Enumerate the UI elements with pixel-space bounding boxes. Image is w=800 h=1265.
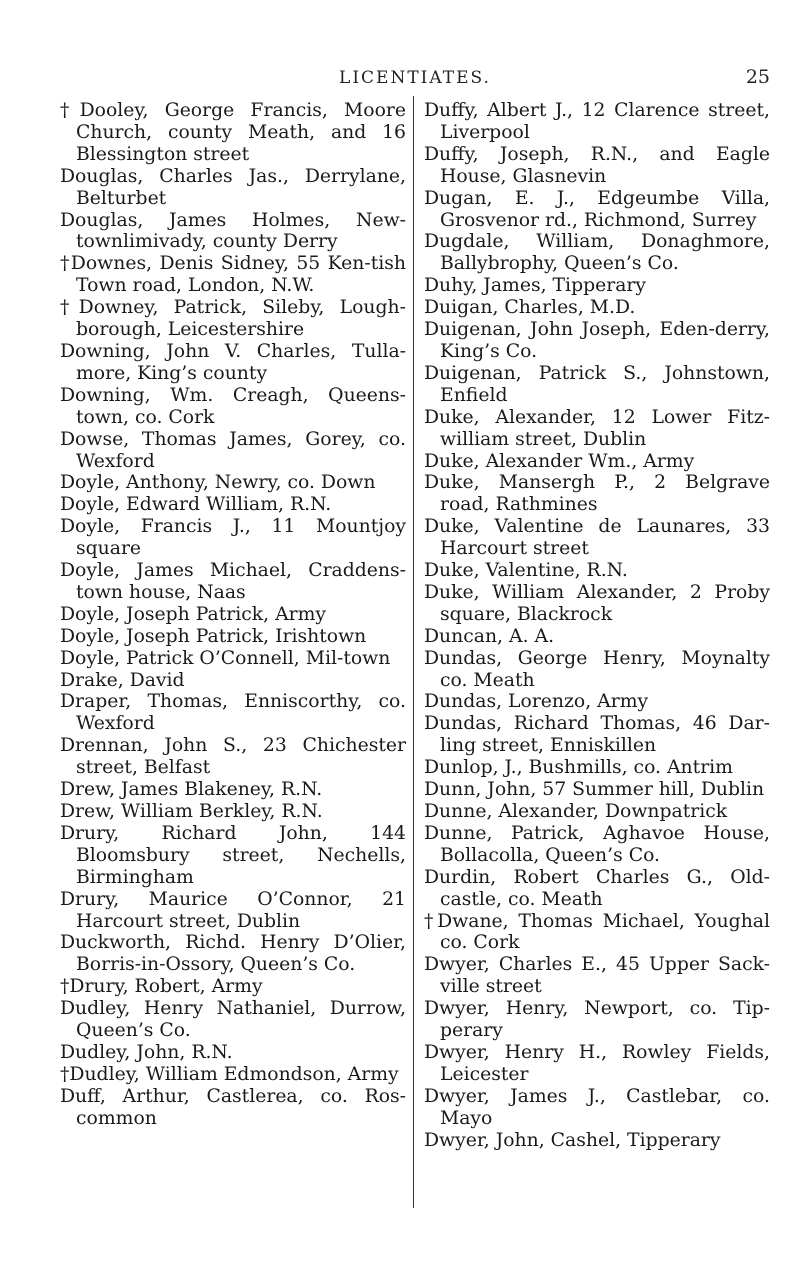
directory-entry: Dudley, John, R.N. [60, 1041, 233, 1063]
directory-entry: Downing, John V. Charles, Tulla-more, King’s county [60, 340, 406, 384]
directory-entry: Drury, Richard John, 144 Bloomsbury street, Nechells, Birmingham [60, 822, 406, 888]
directory-entry: Dundas, George Henry, Moynalty co. Meath [424, 647, 770, 691]
directory-entry: †Downes, Denis Sidney, 55 Ken-tish Town road, London, N.W. [60, 253, 406, 297]
directory-entry: Duke, Alexander Wm., Army [424, 450, 695, 472]
directory-entry: Dwyer, Henry, Newport, co. Tip-perary [424, 998, 770, 1042]
running-title: LICENTIATES. [339, 68, 491, 88]
directory-entry: Duckworth, Richd. Henry D’Olier, Borris-in-Ossory, Queen’s Co. [60, 932, 406, 976]
directory-entry: Dwyer, James J., Castlebar, co. Mayo [424, 1085, 770, 1129]
directory-entry: Duigenan, Patrick S., Johnstown, Enfield [424, 362, 770, 406]
directory-entry: Doyle, Francis J., 11 Mountjoy square [60, 516, 406, 560]
column-divider [413, 96, 414, 1208]
directory-entry: Duke, William Alexander, 2 Proby square, Blackrock [424, 581, 770, 625]
right-column [424, 100, 770, 1152]
directory-entry: †Downey, Patrick, Sileby, Lough-borough, Leicestershire [60, 297, 406, 341]
directory-entry: †Drury, Robert, Army [60, 976, 263, 998]
directory-entry: Dundas, Richard Thomas, 46 Dar-ling street, Enniskillen [424, 713, 770, 757]
directory-entry: Duke, Alexander, 12 Lower Fitz-william street, Dublin [424, 406, 770, 450]
directory-entry: Drury, Maurice O’Connor, 21 Harcourt street, Dublin [60, 888, 406, 932]
directory-entry: Dudley, Henry Nathaniel, Durrow, Queen’s Co. [60, 998, 406, 1042]
directory-entry: Draper, Thomas, Enniscorthy, co. Wexford [60, 691, 406, 735]
directory-entry: Drake, David [60, 669, 185, 691]
directory-entry: Duncan, A. A. [424, 625, 555, 647]
directory-entry: Douglas, Charles Jas., Derrylane, Belturbet [60, 165, 406, 209]
directory-entry: Dugdale, William, Donaghmore, Ballybrophy, Queen’s Co. [424, 231, 770, 275]
directory-entry: Doyle, Joseph Patrick, Irishtown [60, 625, 367, 647]
directory-entry: Duigan, Charles, M.D. [424, 297, 636, 319]
directory-entry: Doyle, Edward William, R.N. [60, 494, 332, 516]
directory-entry: Dundas, Lorenzo, Army [424, 691, 649, 713]
directory-entry: Dunlop, J., Bushmills, co. Antrim [424, 757, 733, 779]
directory-entry: Duhy, James, Tipperary [424, 275, 646, 297]
page-header [60, 62, 770, 92]
directory-entry: Douglas, James Holmes, New-townlimivady, county Derry [60, 209, 406, 253]
directory-entry: Drew, James Blakeney, R.N. [60, 779, 323, 801]
directory-entry: †Dooley, George Francis, Moore Church, county Meath, and 16 Blessington street [60, 100, 406, 165]
left-column [60, 100, 406, 1130]
directory-entry: Doyle, Patrick O’Connell, Mil-town [60, 647, 391, 669]
directory-entry: Duke, Mansergh P., 2 Belgrave road, Rathmines [424, 472, 770, 516]
directory-entry: Dwyer, John, Cashel, Tipperary [424, 1129, 721, 1151]
directory-entry: Duke, Valentine de Launares, 33 Harcourt street [424, 516, 770, 560]
directory-entry: Duffy, Joseph, R.N., and Eagle House, Glasnevin [424, 143, 770, 187]
directory-entry: Duke, Valentine, R.N. [424, 560, 628, 582]
directory-entry: Duffy, Albert J., 12 Clarence street, Liverpool [424, 100, 770, 143]
directory-entry: Duigenan, John Joseph, Eden-derry, King’s Co. [424, 319, 770, 362]
directory-entry: Dunne, Patrick, Aghavoe House, Bollacolla, Queen’s Co. [424, 822, 770, 866]
page-number: 25 [745, 66, 770, 88]
directory-entry: Downing, Wm. Creagh, Queens-town, co. Cork [60, 384, 406, 428]
directory-entry: Dowse, Thomas James, Gorey, co. Wexford [60, 428, 406, 472]
directory-entry: Dunne, Alexander, Downpatrick [424, 801, 728, 822]
directory-entry: Dwyer, Charles E., 45 Upper Sack-ville street [424, 954, 770, 998]
directory-entry: †Dwane, Thomas Michael, Youghal co. Cork [424, 910, 770, 954]
directory-entry: Dwyer, Henry H., Rowley Fields, Leicester [424, 1041, 770, 1085]
directory-entry: Dunn, John, 57 Summer hill, Dublin [424, 779, 765, 801]
directory-entry: Drennan, John S., 23 Chichester street, Belfast [60, 735, 406, 779]
directory-entry: Dugan, E. J., Edgeumbe Villa, Grosvenor rd., Richmond, Surrey [424, 187, 770, 231]
directory-entry: Duff, Arthur, Castlerea, co. Ros-common [60, 1085, 406, 1129]
directory-entry: Doyle, Joseph Patrick, Army [60, 603, 327, 625]
directory-entry: Doyle, Anthony, Newry, co. Down [60, 472, 376, 494]
directory-entry: Drew, William Berkley, R.N. [60, 801, 323, 822]
directory-entry: Doyle, James Michael, Craddens-town house, Naas [60, 560, 406, 603]
directory-entry: †Dudley, William Edmondson, Army [60, 1063, 399, 1085]
directory-entry: Durdin, Robert Charles G., Old-castle, co. Meath [424, 866, 770, 910]
